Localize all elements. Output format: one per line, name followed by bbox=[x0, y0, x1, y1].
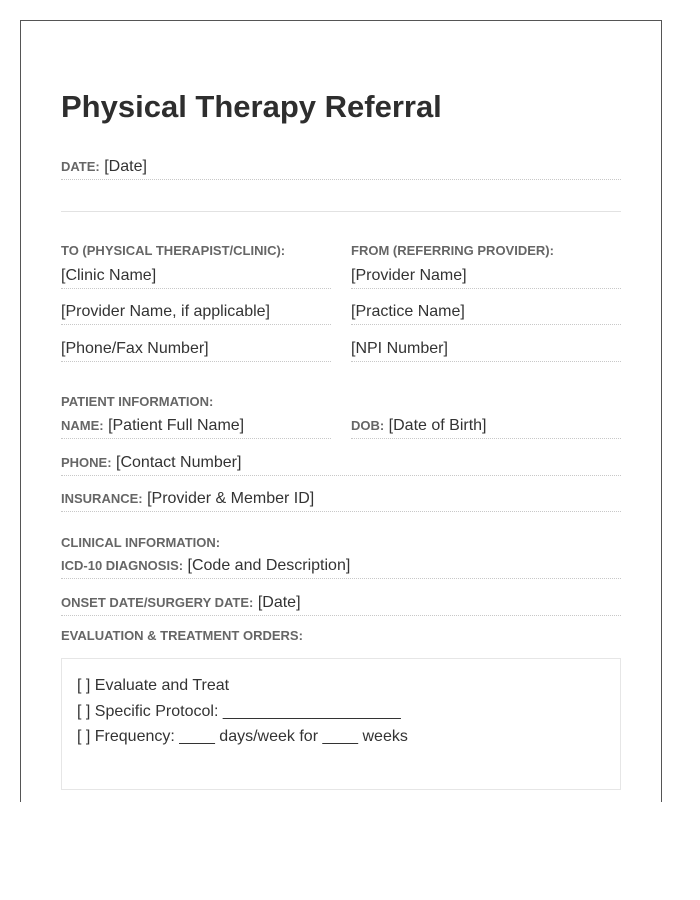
from-npi-number: [NPI Number] bbox=[351, 340, 448, 357]
page-title: Physical Therapy Referral bbox=[61, 89, 442, 124]
patient-info-heading: PATIENT INFORMATION: bbox=[61, 394, 214, 409]
to-provider-name: [Provider Name, if applicable] bbox=[61, 303, 270, 320]
to-phone-fax-field[interactable] bbox=[61, 339, 331, 362]
onset-date-field[interactable] bbox=[61, 593, 621, 616]
dob-value: [Date of Birth] bbox=[388, 417, 487, 434]
section-divider bbox=[61, 211, 621, 212]
dob-label: DOB: bbox=[351, 418, 385, 433]
order-evaluate-treat[interactable]: [ ] Evaluate and Treat bbox=[77, 677, 230, 694]
patient-name-field[interactable] bbox=[61, 416, 331, 439]
patient-phone-field[interactable] bbox=[61, 453, 621, 476]
onset-date-value: [Date] bbox=[257, 594, 301, 611]
to-clinic-name-field[interactable] bbox=[61, 266, 331, 289]
to-provider-name-field[interactable] bbox=[61, 302, 331, 325]
to-heading: TO (PHYSICAL THERAPIST/CLINIC): bbox=[61, 243, 286, 258]
insurance-value: [Provider & Member ID] bbox=[147, 490, 315, 507]
to-phone-fax: [Phone/Fax Number] bbox=[61, 340, 209, 357]
insurance-label: INSURANCE: bbox=[61, 491, 143, 506]
referral-form-sheet bbox=[20, 20, 662, 802]
orders-heading: EVALUATION & TREATMENT ORDERS: bbox=[61, 628, 303, 643]
to-clinic-name: [Clinic Name] bbox=[61, 267, 157, 284]
diagnosis-label: ICD-10 DIAGNOSIS: bbox=[61, 558, 184, 573]
phone-value: [Contact Number] bbox=[116, 454, 242, 471]
diagnosis-value: [Code and Description] bbox=[187, 557, 351, 574]
patient-name-label: NAME: bbox=[61, 418, 104, 433]
from-practice-name-field[interactable] bbox=[351, 302, 621, 325]
from-provider-name: [Provider Name] bbox=[351, 267, 467, 284]
from-practice-name: [Practice Name] bbox=[351, 303, 465, 320]
from-provider-name-field[interactable] bbox=[351, 266, 621, 289]
date-field[interactable] bbox=[61, 157, 621, 180]
from-heading: FROM (REFERRING PROVIDER): bbox=[351, 243, 554, 258]
from-npi-field[interactable] bbox=[351, 339, 621, 362]
date-label: DATE: bbox=[61, 159, 100, 174]
order-specific-protocol[interactable]: [ ] Specific Protocol: ____________________ bbox=[77, 703, 401, 720]
order-frequency[interactable]: [ ] Frequency: ____ days/week for ____ weeks bbox=[77, 728, 408, 745]
orders-box bbox=[61, 658, 621, 790]
onset-date-label: ONSET DATE/SURGERY DATE: bbox=[61, 595, 254, 610]
diagnosis-field[interactable] bbox=[61, 556, 621, 579]
date-value: [Date] bbox=[104, 158, 147, 175]
phone-label: PHONE: bbox=[61, 455, 112, 470]
patient-dob-field[interactable] bbox=[351, 416, 621, 439]
patient-name-value: [Patient Full Name] bbox=[108, 417, 245, 434]
insurance-field[interactable] bbox=[61, 489, 621, 512]
clinical-info-heading: CLINICAL INFORMATION: bbox=[61, 535, 221, 550]
